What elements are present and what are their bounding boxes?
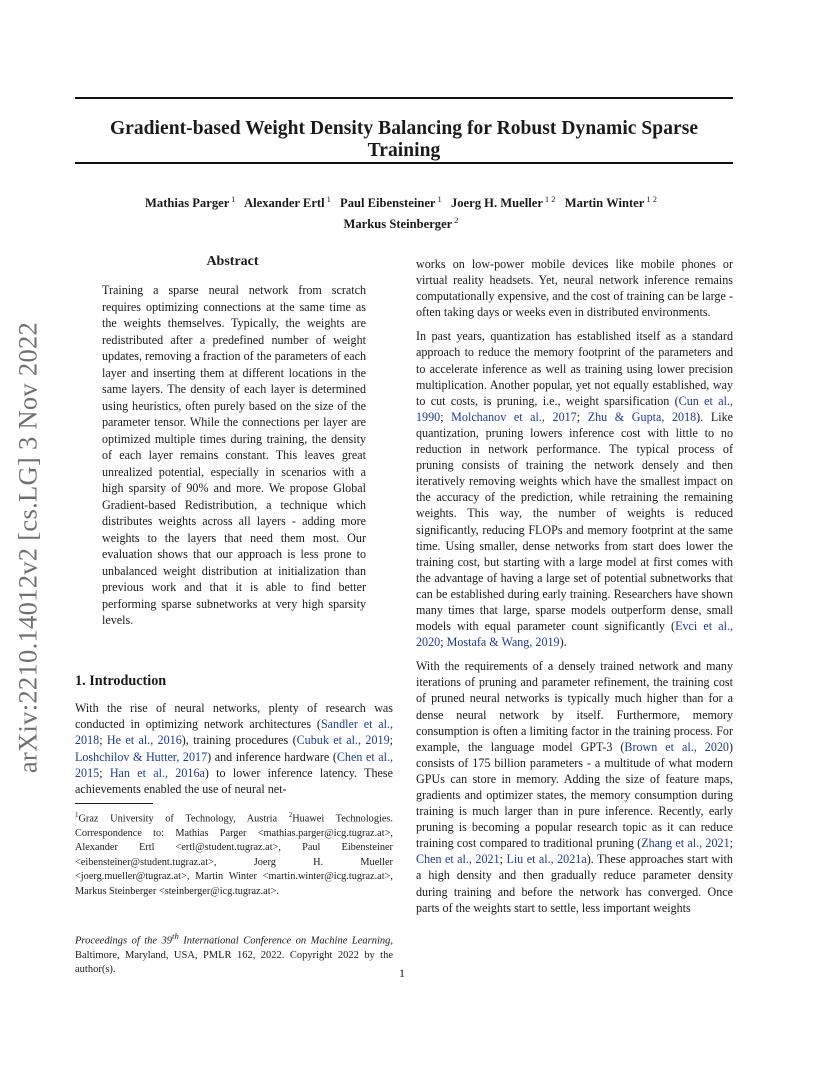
introduction-paragraph <box>75 700 393 797</box>
text-run: ) consists of 175 billion parameters - a multitude of what modern GPUs can store in memory. Adding the size of feature maps, gradients and optimizer states, the memory consumption during training is much larger than in pure inference. Recently, early pruning is becoming a popular research topic as it can reduce training cost compared to traditional pruning ( <box>416 739 733 851</box>
text-run: ; <box>99 733 107 748</box>
text-run: ), training procedures ( <box>181 733 297 748</box>
text-run: ; <box>440 635 447 650</box>
affiliation-footnote <box>75 808 393 899</box>
page-number: 1 <box>399 966 405 980</box>
author-affiliation: 1 <box>326 194 331 204</box>
citation-link[interactable]: Zhu & Gupta, 2018 <box>587 409 697 424</box>
author-affiliation: 1 2 <box>646 194 657 204</box>
author-name: Paul Eibensteiner <box>340 196 436 211</box>
proceedings-sup: th <box>172 931 179 941</box>
author-affiliation: 2 <box>454 215 459 226</box>
citation-link[interactable]: Loshchilov & Hutter, 2017 <box>75 749 208 764</box>
citation-link[interactable]: He et al., 2016 <box>106 733 182 748</box>
text-run: With the rise of neural networks, plenty of research was conducted in optimizing network architectures ( <box>75 701 393 732</box>
text-run: ) and inference hardware ( <box>207 749 337 764</box>
footnote-text: Huawei Technologies. Correspondence to: Mathias Parger <mathias.parger@icg.tugraz.at>, Alexander Ertl <ertl@student.tugraz.at>, Paul Eibensteiner <eibensteiner@student.tugraz.at>, Joerg H. Mueller <joerg.mueller@tugraz.at>, Martin Winter <martin.winter@icg.tugraz.at>, Markus Steinberger <steinberger@icg.tugraz.at>. <box>75 813 393 897</box>
author-name: Markus Steinberger <box>343 217 453 232</box>
citation-link[interactable]: Mostafa & Wang, 2019 <box>446 635 560 650</box>
citation-link[interactable]: Brown et al., 2020 <box>624 739 729 754</box>
author-affiliation: 1 <box>437 194 442 204</box>
proceedings-note <box>75 929 393 977</box>
citation-link[interactable]: Chen et al., 2015 <box>75 749 394 780</box>
footnote-marker: 1 <box>75 811 79 819</box>
abstract-paragraph: Training a sparse neural network from scratch requires optimizing connections at the same time as the weights themselves. Typically, the weights are redistributed after a predefined number of weight updates, removing a fraction of the parameters of each layer and inserting them at different locations in the same layers. The density of each layer is determined using heuristics, often purely based on the size of the parameter tensor. While the connections per layer are optimized multiple times during training, the density of each layer remains constant. This leaves great unrealized potential, especially in scenarios with a high sparsity of 90% and more. We propose Global Gradient-based Redistribution, a technique which distributes weights across all layers - adding more weights to the layers that need them most. Our evaluation shows that our approach is less prone to unbalanced weight distribution at initialization than previous work and that it is able to find better performing sparse subnetworks at very high sparsity levels. <box>102 283 366 627</box>
text-run: ). <box>559 635 567 650</box>
text-run: ; <box>389 733 393 748</box>
arxiv-identifier: arXiv:2210.14012v2 [cs.LG] 3 Nov 2022 <box>12 321 43 774</box>
title-rule-bottom <box>75 162 733 164</box>
author-name: Joerg H. Mueller <box>450 196 543 211</box>
body-paragraph: works on low-power mobile devices like mobile phones or virtual reality headsets. Yet, neural network inference remains computationally expensive, and the cost of training can be large - often taking days or weeks even in distributed environments. <box>416 257 733 320</box>
author-affiliation: 1 <box>231 194 236 204</box>
text-run: ). These approaches start with a high density and then gradually reduce parameter density during training and before the network has converged. Once parts of the weights start to settle, less important weights <box>416 852 733 915</box>
abstract-heading: Abstract <box>206 254 259 269</box>
footnote-marker: 2 <box>288 811 293 819</box>
introduction-text <box>75 700 393 797</box>
body-paragraph <box>416 658 733 916</box>
text-run: In past years, quantization has established itself as a standard approach to reduce the memory footprint of the parameters and to accelerate inference as well as training using lower precision multiplication. Another popular, yet not equally established, way to cut costs, is pruning, i.e., weight sparsification ( <box>416 329 733 408</box>
text-run: ; <box>440 409 452 424</box>
proceedings-venue: Proceedings of the 39 <box>75 935 173 947</box>
footnote-text: Graz University of Technology, Austria <box>78 813 289 825</box>
right-column-text <box>416 256 733 924</box>
body-paragraph <box>416 328 733 650</box>
author-name: Alexander Ertl <box>244 196 325 211</box>
title-rule-top <box>75 97 733 99</box>
author-affiliation: 1 2 <box>544 194 556 204</box>
author-name: Mathias Parger <box>145 196 230 211</box>
paper-title: Gradient-based Weight Density Balancing for Robust Dynamic Sparse Training <box>109 118 699 161</box>
text-run: ; <box>729 836 733 851</box>
citation-link[interactable]: Sandler et al., 2018 <box>75 717 393 748</box>
author-list <box>75 191 733 233</box>
citation-link[interactable]: Han et al., 2016a <box>109 765 205 780</box>
citation-link[interactable]: Molchanov et al., 2017 <box>451 409 577 424</box>
text-run: ) to lower inference latency. These achievements enabled the use of neural net- <box>75 765 393 797</box>
footnote-rule <box>75 803 153 804</box>
proceedings-details: , Baltimore, Maryland, USA, PMLR 162, 2022. Copyright 2022 by the author(s). <box>75 935 393 975</box>
citation-link[interactable]: Evci et al., 2020 <box>416 619 733 650</box>
proceedings-venue: International Conference on Machine Learning <box>178 935 391 947</box>
text-run: ; <box>99 765 110 780</box>
author-name: Martin Winter <box>564 196 645 211</box>
text-run: ; <box>499 852 507 867</box>
citation-link[interactable]: Liu et al., 2021a <box>506 852 587 867</box>
text-run: ). Like quantization, pruning lowers inference cost with little to no reduction in network performance. The typical process of pruning consists of training the network densely and then iteratively removing weights which have the smallest impact on the accuracy of the prediction, while retraining the remaining weights. This way, the number of weights is reduced significantly, reducing FLOPs and memory footprint at the same time. Using smaller, dense networks from start does lower the training cost, but starting with a large model at first comes with the advantage of having a large set of potential subnetworks that can be established during early training. Researchers have shown many times that large, sparse models outperform dense, small models with equal parameter count significantly ( <box>416 409 733 634</box>
text-run: With the requirements of a densely trained network and many iterations of pruning and parameter refinement, the training cost of pruned neural networks is typically much higher than for a dense neural network by itself. Furthermore, memory consumption is often a limiting factor in the training process. For example, the language model GPT-3 ( <box>416 659 733 754</box>
section-heading-introduction: 1. Introduction <box>75 673 167 689</box>
citation-link[interactable]: Zhang et al., 2021 <box>641 836 730 851</box>
abstract-text <box>102 282 366 629</box>
citation-link[interactable]: Chen et al., 2021 <box>416 852 500 867</box>
text-run: ; <box>576 409 588 424</box>
citation-link[interactable]: Cun et al., 1990 <box>416 393 734 424</box>
citation-link[interactable]: Cubuk et al., 2019 <box>296 733 390 748</box>
